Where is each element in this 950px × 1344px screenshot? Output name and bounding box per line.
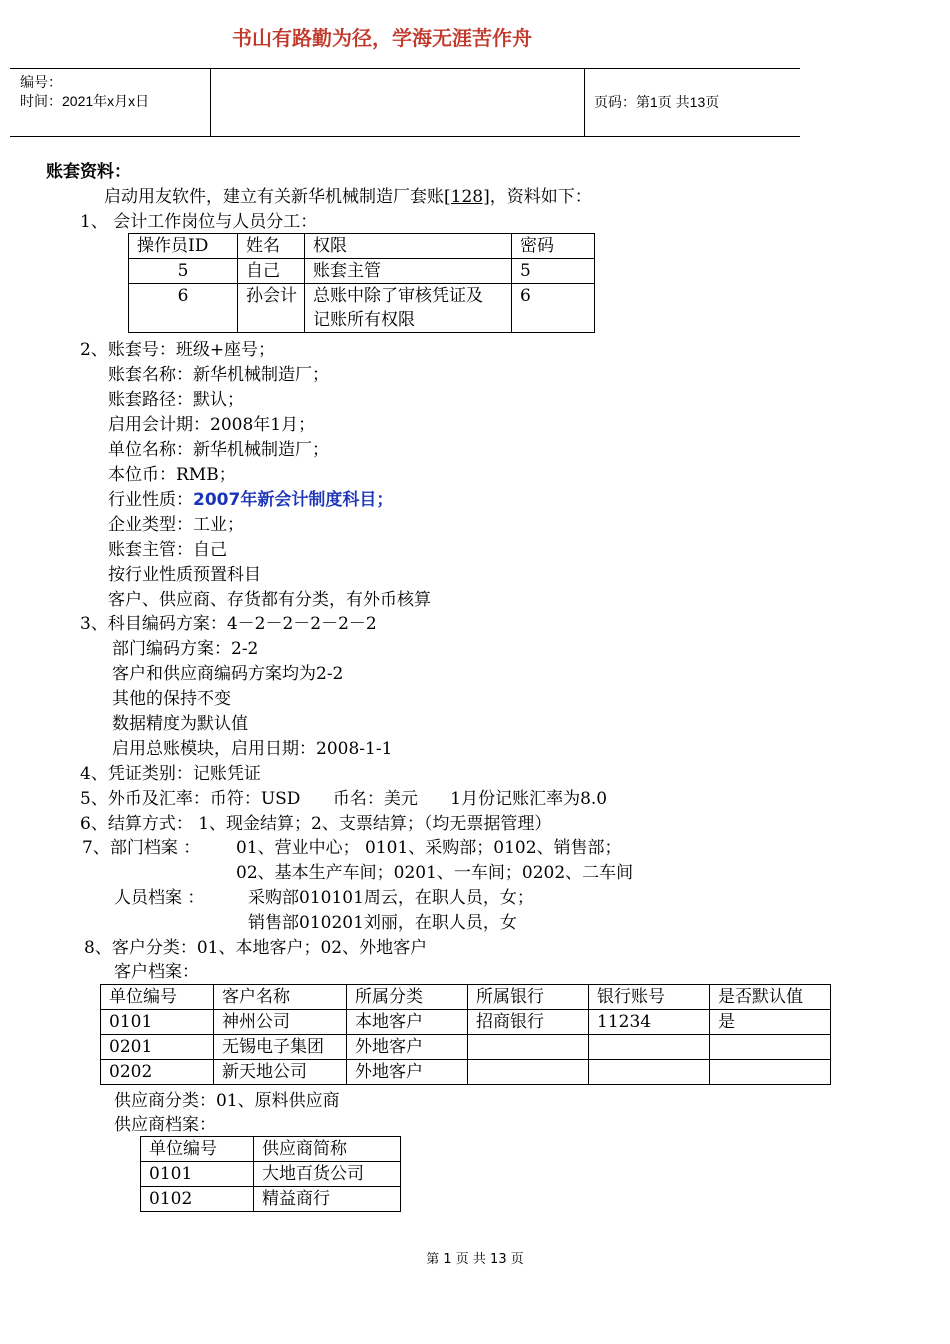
staff-archive-label: 人员档案 ： <box>114 888 205 908</box>
item2-line: 启用会计期：2008年1月； <box>108 415 316 435</box>
table-cell: 招商银行 <box>468 1010 589 1035</box>
table-cell: 0201 <box>101 1035 214 1060</box>
table-header-cell: 银行账号 <box>589 985 710 1010</box>
item6: 6、结算方式： 1、现金结算；2、支票结算；（均无票据管理） <box>80 814 552 834</box>
table-cell: 账套主管 <box>305 259 512 284</box>
dept-archive-label: 7、部门档案 ： <box>82 838 201 858</box>
item2-line: 按行业性质预置科目 <box>108 565 261 585</box>
supplier-archive-label: 供应商档案： <box>114 1115 216 1135</box>
table-cell: 无锡电子集团 <box>214 1035 347 1060</box>
industry-value: 2007年新会计制度科目； <box>193 490 394 510</box>
item2-line: 企业类型：工业； <box>108 515 244 535</box>
item2-line: 单位名称：新华机械制造厂； <box>108 440 329 460</box>
table-row <box>101 1035 831 1060</box>
header-motto: 书山有路勤为径，学海无涯苦作舟 <box>232 26 532 50</box>
table-header-cell: 单位编号 <box>141 1137 254 1162</box>
industry-label: 行业性质： <box>108 490 193 510</box>
table-cell <box>305 284 512 333</box>
table-header-cell: 所属银行 <box>468 985 589 1010</box>
dept-line: 01、营业中心； 0101、采购部；0102、销售部； <box>236 838 622 858</box>
item4: 4、凭证类别：记账凭证 <box>80 764 261 784</box>
table-row <box>141 1187 401 1212</box>
table-cell: 0101 <box>141 1162 254 1187</box>
permission-line: 总账中除了审核凭证及 <box>313 286 483 306</box>
intro-prefix: 启动用友软件，建立有关新华机械制造厂套账 <box>104 187 444 207</box>
table-header-cell: 供应商简称 <box>254 1137 401 1162</box>
permission-line: 记账所有权限 <box>313 310 415 330</box>
table-row <box>101 1010 831 1035</box>
item3-line: 数据精度为默认值 <box>112 714 248 734</box>
table-cell <box>710 1035 831 1060</box>
table-cell: 是 <box>710 1010 831 1035</box>
table-cell: 0202 <box>101 1060 214 1085</box>
staff-line: 采购部010101周云，在职人员，女； <box>248 888 534 908</box>
item3-line: 其他的保持不变 <box>112 689 231 709</box>
item8-title: 8、客户分类：01、本地客户；02、外地客户 <box>84 938 428 958</box>
item2-line: 账套路径：默认； <box>108 390 244 410</box>
table-cell: 0102 <box>141 1187 254 1212</box>
item2-title: 2、账套号：班级+座号； <box>80 340 276 360</box>
table-cell <box>468 1060 589 1085</box>
table-row <box>129 259 595 284</box>
table-header-cell: 密码 <box>512 234 595 259</box>
table-header-cell: 操作员ID <box>129 234 238 259</box>
table-header-cell: 所属分类 <box>347 985 468 1010</box>
table-header-row <box>141 1137 401 1162</box>
table-cell: 精益商行 <box>254 1187 401 1212</box>
table-header-row <box>101 985 831 1010</box>
table-cell <box>589 1060 710 1085</box>
industry-line <box>108 490 393 510</box>
table-row <box>141 1162 401 1187</box>
table-cell: 神州公司 <box>214 1010 347 1035</box>
item3-line: 启用总账模块，启用日期：2008-1-1 <box>112 739 393 759</box>
operators-table <box>128 233 595 333</box>
table-header-cell: 单位编号 <box>101 985 214 1010</box>
table-header-cell: 权限 <box>305 234 512 259</box>
staff-line: 销售部010201刘丽，在职人员，女 <box>248 913 517 933</box>
item3-line: 部门编码方案：2-2 <box>112 639 259 659</box>
table-cell: 自己 <box>238 259 305 284</box>
table-row <box>101 1060 831 1085</box>
item2-line: 账套名称：新华机械制造厂； <box>108 365 329 385</box>
table-cell: 本地客户 <box>347 1010 468 1035</box>
intro-code: [128] <box>444 187 490 207</box>
table-cell <box>589 1035 710 1060</box>
table-header-cell: 是否默认值 <box>710 985 831 1010</box>
supplier-class: 供应商分类：01、原料供应商 <box>114 1091 340 1111</box>
table-cell <box>710 1060 831 1085</box>
section-title: 账套资料： <box>46 162 131 182</box>
item3-line: 客户和供应商编码方案均为2-2 <box>112 664 344 684</box>
item2-line: 账套主管：自己 <box>108 540 227 560</box>
number-label: 编号： <box>20 74 62 90</box>
header-meta <box>20 73 149 111</box>
table-cell: 6 <box>512 284 595 333</box>
item5: 5、外币及汇率：币符：USD 币名：美元 1月份记账汇率为8.0 <box>80 789 608 809</box>
header-divider <box>210 69 211 136</box>
header-page-label: 页码：第1页 共13页 <box>594 94 720 110</box>
table-header-cell: 姓名 <box>238 234 305 259</box>
time-label: 时间：2021年x月x日 <box>20 93 150 109</box>
table-cell: 5 <box>512 259 595 284</box>
item3-title: 3、科目编码方案：4－2－2－2－2－2 <box>80 614 377 634</box>
item2-line: 本位币：RMB； <box>108 465 236 485</box>
table-cell: 外地客户 <box>347 1060 468 1085</box>
suppliers-table <box>140 1136 401 1212</box>
table-cell: 大地百货公司 <box>254 1162 401 1187</box>
customer-archive-label: 客户档案： <box>114 962 199 982</box>
table-header-row <box>129 234 595 259</box>
item2-line: 客户、供应商、存货都有分类，有外币核算 <box>108 590 431 610</box>
item1-title: 1、 会计工作岗位与人员分工： <box>80 212 318 232</box>
page-footer: 第 1 页 共 13 页 <box>426 1252 524 1267</box>
table-cell: 11234 <box>589 1010 710 1035</box>
dept-line: 02、基本生产车间；0201、一车间；0202、二车间 <box>236 863 634 883</box>
header-divider <box>584 69 585 136</box>
intro-line <box>104 187 592 207</box>
table-cell: 新天地公司 <box>214 1060 347 1085</box>
table-header-cell: 客户名称 <box>214 985 347 1010</box>
table-cell: 外地客户 <box>347 1035 468 1060</box>
intro-suffix: ，资料如下： <box>489 187 592 207</box>
table-cell: 6 <box>129 284 238 333</box>
table-cell: 5 <box>129 259 238 284</box>
table-row <box>129 284 595 333</box>
table-cell: 孙会计 <box>238 284 305 333</box>
customers-table <box>100 984 831 1085</box>
table-cell: 0101 <box>101 1010 214 1035</box>
table-cell <box>468 1035 589 1060</box>
